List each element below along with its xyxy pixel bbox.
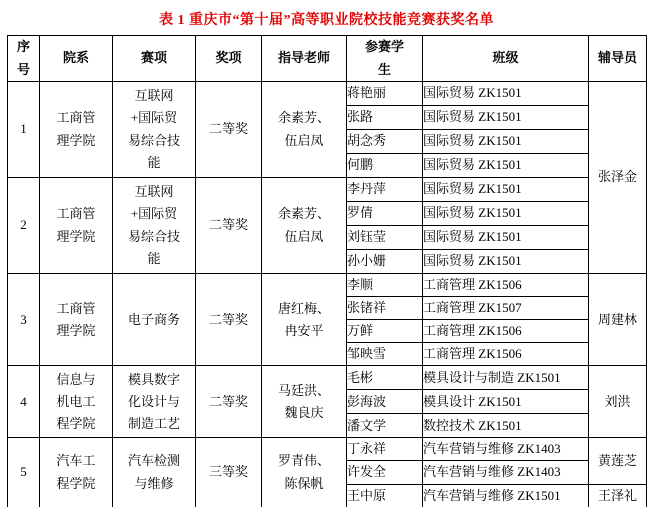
class-cell: 工商管理 ZK1506: [423, 274, 589, 297]
table-row: [8, 82, 647, 106]
student-name-cell: 丁永祥: [347, 438, 423, 461]
table-row: [8, 438, 647, 461]
class-cell: 国际贸易 ZK1501: [423, 154, 589, 178]
serial-cell: 4: [8, 366, 40, 438]
serial-cell: 3: [8, 274, 40, 366]
counselor-cell: 张泽金: [589, 82, 647, 274]
counselor-cell: 周建林: [589, 274, 647, 366]
column-header-counselor: 辅导员: [589, 36, 647, 82]
student-name-cell: 罗倩: [347, 202, 423, 226]
student-name-cell: 许发全: [347, 461, 423, 484]
award-cell: 二等奖: [196, 82, 262, 178]
column-header-students: 参赛学生: [347, 36, 423, 82]
department-cell: 工商管理学院: [40, 274, 113, 366]
award-cell: 二等奖: [196, 274, 262, 366]
class-cell: 汽车营销与维修 ZK1403: [423, 438, 589, 461]
table-row: [8, 178, 647, 202]
award-cell: 三等奖: [196, 438, 262, 507]
student-name-cell: 万鲜: [347, 320, 423, 343]
student-name-cell: 刘钰莹: [347, 226, 423, 250]
student-name-cell: 李顺: [347, 274, 423, 297]
counselor-cell: 黄莲芝: [589, 438, 647, 484]
class-cell: 国际贸易 ZK1501: [423, 82, 589, 106]
class-cell: 国际贸易 ZK1501: [423, 130, 589, 154]
class-cell: 国际贸易 ZK1501: [423, 226, 589, 250]
teachers-cell: 马廷洪、魏良庆: [262, 366, 347, 438]
class-cell: 数控技术 ZK1501: [423, 414, 589, 438]
event-cell: 互联网+国际贸易综合技能: [113, 178, 196, 274]
student-name-cell: 潘文学: [347, 414, 423, 438]
teachers-cell: 唐红梅、冉安平: [262, 274, 347, 366]
awards-table: [7, 35, 647, 507]
teachers-cell: 罗青伟、陈保帆: [262, 438, 347, 507]
teachers-cell: 余素芳、伍启凤: [262, 82, 347, 178]
column-header-award: 奖项: [196, 36, 262, 82]
class-cell: 汽车营销与维修 ZK1501: [423, 484, 589, 507]
counselor-cell: 王泽礼: [589, 484, 647, 507]
class-cell: 国际贸易 ZK1501: [423, 202, 589, 226]
column-header-event: 赛项: [113, 36, 196, 82]
student-name-cell: 何鹏: [347, 154, 423, 178]
table-caption: 表 1 重庆市“第十届”高等职业院校技能竞赛获奖名单: [159, 13, 494, 28]
student-name-cell: 彭海波: [347, 390, 423, 414]
student-name-cell: 李丹萍: [347, 178, 423, 202]
event-cell: 汽车检测与维修: [113, 438, 196, 507]
class-cell: 工商管理 ZK1506: [423, 343, 589, 366]
class-cell: 汽车营销与维修 ZK1403: [423, 461, 589, 484]
event-cell: 互联网+国际贸易综合技能: [113, 82, 196, 178]
award-cell: 二等奖: [196, 366, 262, 438]
class-cell: 国际贸易 ZK1501: [423, 250, 589, 274]
class-cell: 工商管理 ZK1506: [423, 320, 589, 343]
counselor-cell: 刘洪: [589, 366, 647, 438]
student-name-cell: 蒋艳丽: [347, 82, 423, 106]
department-cell: 工商管理学院: [40, 178, 113, 274]
serial-cell: 1: [8, 82, 40, 178]
class-cell: 模具设计与制造 ZK1501: [423, 366, 589, 390]
class-cell: 工商管理 ZK1507: [423, 297, 589, 320]
award-cell: 二等奖: [196, 178, 262, 274]
student-name-cell: 毛彬: [347, 366, 423, 390]
department-cell: 信息与机电工程学院: [40, 366, 113, 438]
column-header-department: 院系: [40, 36, 113, 82]
student-name-cell: 胡念秀: [347, 130, 423, 154]
serial-cell: 2: [8, 178, 40, 274]
table-row: [8, 366, 647, 390]
student-name-cell: 孙小姗: [347, 250, 423, 274]
serial-cell: 5: [8, 438, 40, 507]
department-cell: 汽车工程学院: [40, 438, 113, 507]
class-cell: 国际贸易 ZK1501: [423, 178, 589, 202]
column-header-serial: 序号: [8, 36, 40, 82]
student-name-cell: 张锗祥: [347, 297, 423, 320]
event-cell: 模具数字化设计与制造工艺: [113, 366, 196, 438]
student-name-cell: 邹映雪: [347, 343, 423, 366]
teachers-cell: 余素芳、伍启凤: [262, 178, 347, 274]
student-name-cell: 王中原: [347, 484, 423, 507]
column-header-teachers: 指导老师: [262, 36, 347, 82]
header-row: [8, 36, 647, 82]
class-cell: 国际贸易 ZK1501: [423, 106, 589, 130]
event-cell: 电子商务: [113, 274, 196, 366]
class-cell: 模具设计 ZK1501: [423, 390, 589, 414]
student-name-cell: 张路: [347, 106, 423, 130]
department-cell: 工商管理学院: [40, 82, 113, 178]
table-row: [8, 274, 647, 297]
column-header-class: 班级: [423, 36, 589, 82]
